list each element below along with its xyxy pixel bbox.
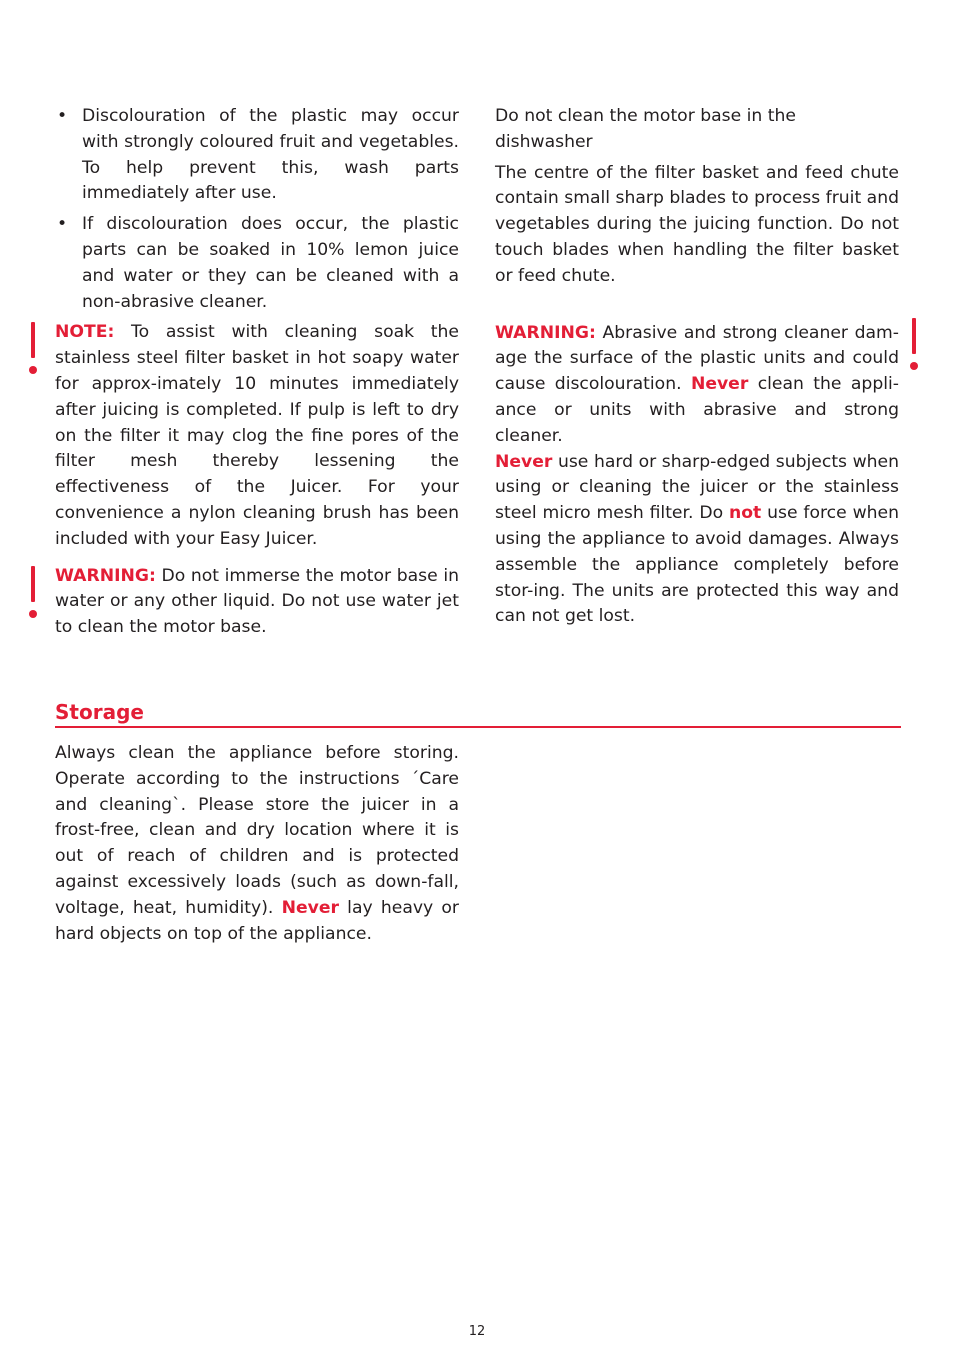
paragraph: Do not clean the motor base in the dishwasher bbox=[495, 106, 796, 152]
warning-block bbox=[55, 564, 459, 641]
left-column bbox=[55, 104, 459, 641]
warning-text: use force when using the appliance to avoid damages. Always assemble the appliance completely before stor-ing. The units are protected this way and can not get lost. bbox=[495, 503, 899, 627]
warning-text: Abrasive and strong cleaner dam-age the surface of the plastic units and could cause discolouration. bbox=[495, 322, 899, 395]
exclamation-icon bbox=[31, 566, 35, 602]
warning-text: clean the appli-ance or units with abrasive and strong cleaner. bbox=[495, 374, 899, 446]
bullet-text: If discolouration does occur, the plastic parts can be soaked in 10% lemon juice and water or they can be cleaned with a non-abrasive cleaner. bbox=[82, 214, 459, 312]
warning-block bbox=[495, 321, 899, 631]
emphasis-never: Never bbox=[495, 451, 553, 472]
storage-text: lay heavy or hard objects on top of the appliance. bbox=[55, 897, 459, 944]
section-heading bbox=[55, 698, 901, 728]
bullet-text: Discolouration of the plastic may occur with strongly coloured fruit and vegetables. To help prevent this, wash parts immediately after use. bbox=[82, 106, 459, 204]
list-item bbox=[55, 212, 459, 315]
warning-label: WARNING: bbox=[495, 322, 596, 343]
note-label: NOTE: bbox=[55, 322, 115, 343]
note-text: To assist with cleaning soak the stainless steel filter basket in hot soapy water for approx-imately 10 minutes immediately after juicing is completed. If pulp is left to dry on the filter it may clog the fine pores of the filter mesh thereby lessening the effectiveness of the Juicer. For your convenience a nylon cleaning brush has been included with your Easy Juicer. bbox=[55, 322, 459, 549]
emphasis-never: Never bbox=[690, 374, 749, 395]
exclamation-icon bbox=[912, 318, 916, 354]
storage-title: Storage bbox=[55, 700, 144, 724]
emphasis-never: Never bbox=[281, 897, 339, 918]
paragraph: The centre of the filter basket and feed chute contain small sharp blades to process fruit and vegetables during the juicing function. Do not touch blades when handling the filter basket or feed chute. bbox=[495, 162, 899, 286]
exclamation-icon bbox=[31, 322, 35, 358]
storage-body bbox=[55, 741, 459, 947]
warning-label: WARNING: bbox=[55, 565, 156, 586]
bullet-icon: • bbox=[57, 106, 68, 126]
bullet-list bbox=[55, 104, 459, 315]
bullet-icon: • bbox=[57, 214, 68, 235]
warning-text: Do not immerse the motor base in water or any other liquid. Do not use water jet to clean the motor base. bbox=[55, 565, 459, 638]
note-block bbox=[55, 320, 459, 552]
page-number: 12 bbox=[468, 1324, 486, 1339]
warning-text: use hard or sharp-edged subjects when using or cleaning the juicer or the stainless steel micro mesh filter. Do bbox=[495, 451, 899, 524]
storage-text: Always clean the appliance before storing. Operate according to the instructions ´Care and cleaning`. Please store the juicer in a frost-free, clean and dry location where it is out of reach of children and is protected against excessively loads (such as down-fall, voltage, heat, humidity). bbox=[55, 743, 459, 918]
emphasis-not: not bbox=[728, 503, 762, 524]
right-column bbox=[495, 104, 899, 630]
list-item bbox=[55, 104, 459, 207]
